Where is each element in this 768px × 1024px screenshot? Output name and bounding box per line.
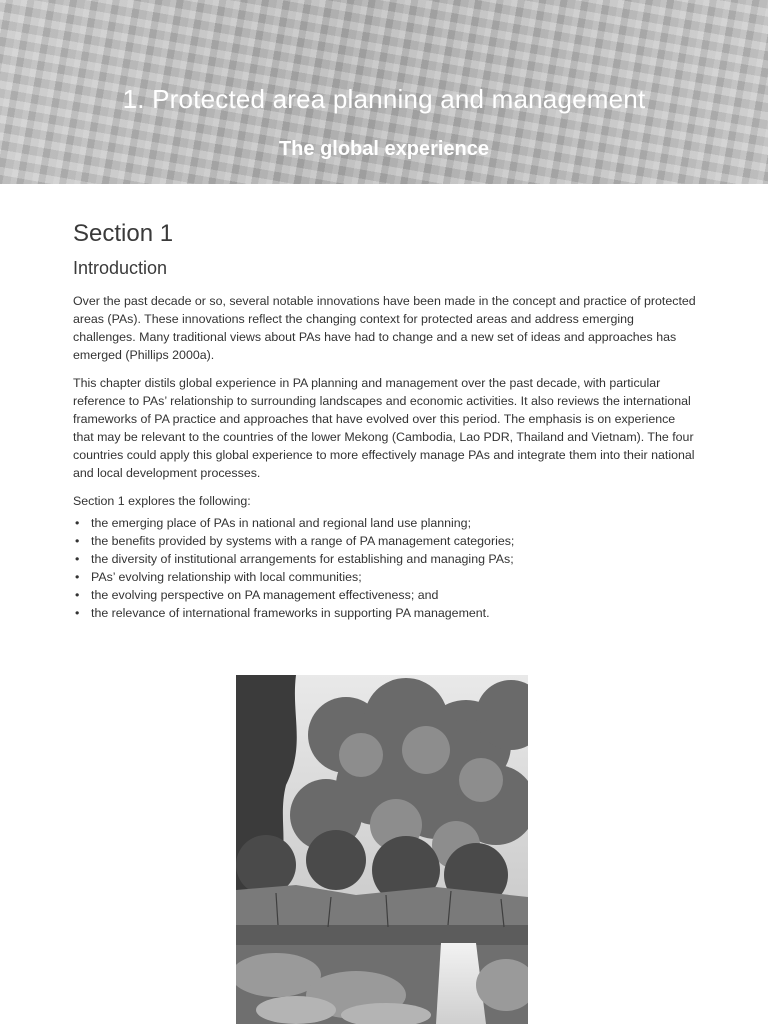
intro-paragraph-1: Over the past decade or so, several notable innovations have been made in the concept and practice of protected areas (PAs). These innovations reflect the changing context for protected areas and address emerging challenges. Many traditional views about PAs have had to change and a new set of ideas and approaches has emerged (Phillips 2000a). <box>73 294 696 362</box>
section-content <box>73 218 698 622</box>
list-item-text: the evolving perspective on PA management effectiveness; and <box>91 588 439 602</box>
bullet-icon: • <box>75 552 80 566</box>
bullet-icon: • <box>75 570 80 584</box>
forest-waterfall-photo <box>236 675 528 1024</box>
chapter-subtitle: The global experience <box>278 138 490 160</box>
list-item-text: the emerging place of PAs in national and regional land use planning; <box>91 516 472 530</box>
chapter-title: 1. Protected area planning and management <box>122 84 646 114</box>
bullet-icon: • <box>75 588 80 602</box>
bullet-icon: • <box>75 516 80 530</box>
list-item-text: PAs’ evolving relationship with local communities; <box>91 570 362 584</box>
list-item <box>73 568 698 586</box>
list-intro: Section 1 explores the following: <box>73 494 251 508</box>
list-item <box>73 550 698 568</box>
section-subheading: Introduction <box>73 258 168 278</box>
list-item <box>73 604 698 622</box>
chapter-banner <box>0 0 768 184</box>
list-item <box>73 586 698 604</box>
list-item-text: the benefits provided by systems with a range of PA management categories; <box>91 534 515 548</box>
bullet-icon: • <box>75 534 80 548</box>
intro-paragraph-2: This chapter distils global experience in PA planning and management over the past decade, with particular reference to PAs’ relationship to surrounding landscapes and economic activities. It also reviews the international frameworks of PA practice and approaches that have evolved over this period. The emphasis is on experience that may be relevant to the countries of the lower Mekong (Cambodia, Lao PDR, Thailand and Vietnam). The four countries could apply this global experience to more effectively manage PAs and integrate them into their national and local development processes. <box>73 376 695 480</box>
list-item <box>73 532 698 550</box>
section-heading: Section 1 <box>73 220 174 247</box>
list-item-text: the relevance of international frameworks in supporting PA management. <box>91 606 490 620</box>
list-item-text: the diversity of institutional arrangements for establishing and managing PAs; <box>91 552 514 566</box>
topics-list <box>73 514 698 622</box>
bullet-icon: • <box>75 606 80 620</box>
list-item <box>73 514 698 532</box>
